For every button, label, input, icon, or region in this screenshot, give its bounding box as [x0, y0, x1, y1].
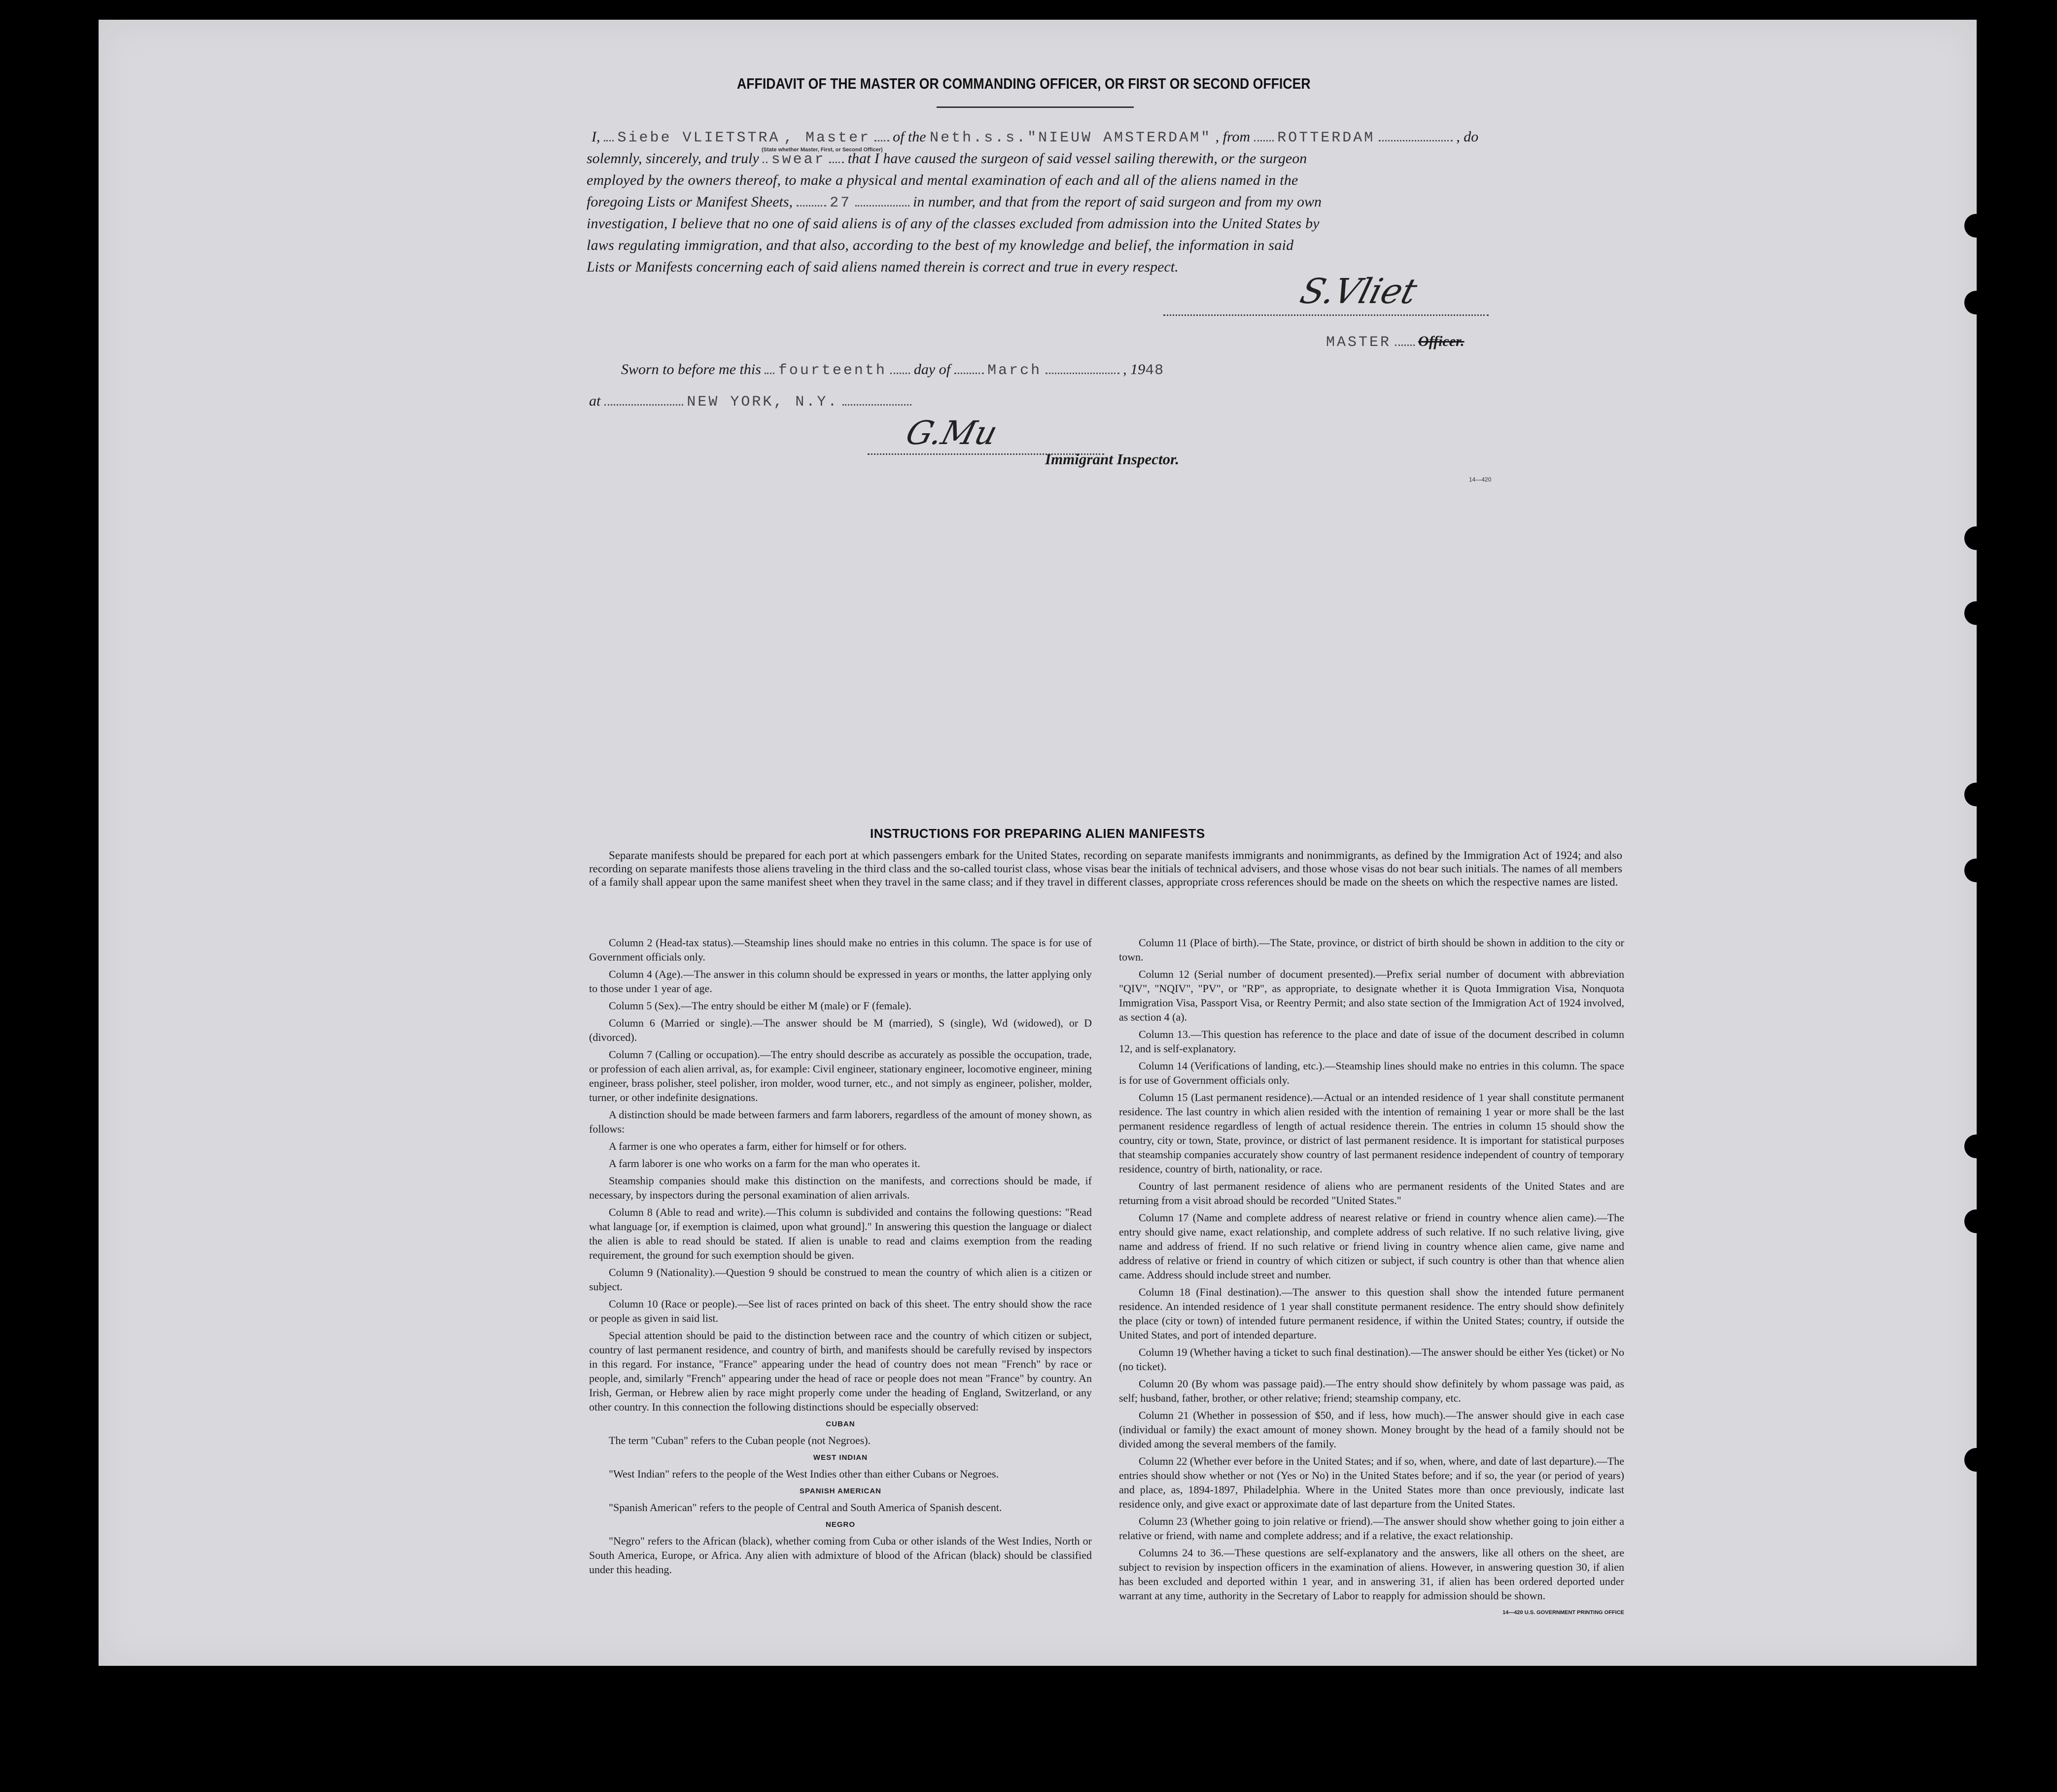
master-signature: S.Vliet	[1296, 271, 1422, 311]
signer-rank-line	[1326, 333, 1464, 351]
affidavit-line-7: Lists or Manifests concerning each of said aliens named therein is correct and true in every respect.	[587, 259, 1179, 275]
col-19-text: Column 19 (Whether having a ticket to such final destination).—The answer should be either Yes (ticket) or No (no ticket).	[1119, 1346, 1624, 1373]
master-name: Siebe VLIETSTRA	[617, 130, 780, 146]
affidavit-line-1	[592, 126, 1627, 149]
col-23-text: Column 23 (Whether going to join relative or friend).—The answer should show whether going to join either a relative or friend, with name and complete address; and if a relative, the exact relationship.	[1119, 1515, 1624, 1542]
col-15-text: Column 15 (Last permanent residence).—Actual or an intended residence of 1 year shall constitute permanent residence. The last country in which alien resided with the intention of remaining 1 year or more shall be the last permanent residence regardless of length of actual residence therein. The entries in column 15 should show the country, city or town, State, province, or district of last permanent residence. It is important for statistical purposes that steamship companies accurately show country of last permanent residence independent of country of temporary residence, country of birth, nationality, or race.	[1119, 1091, 1624, 1175]
col-14-text: Column 14 (Verifications of landing, etc.).—Steamship lines should make no entries in this column. The space is for use of Government officials only.	[1119, 1060, 1624, 1086]
sworn-place: NEW YORK, N.Y.	[687, 394, 839, 411]
race-text-spanish-american: "Spanish American" refers to the people of Central and South America of Spanish descent.	[609, 1501, 1002, 1514]
affidavit-line-5: investigation, I believe that no one of said aliens is of any of the classes excluded from admission into the United States by	[587, 215, 1320, 232]
instructions-title: INSTRUCTIONS FOR PREPARING ALIEN MANIFESTS	[870, 826, 1205, 841]
affidavit-line-4	[587, 191, 1322, 214]
special-attention-text: Special attention should be paid to the distinction between race and the country of which citizen or subject, country of last permanent residence, and country of birth, and manifests should be carefully revised by inspectors in this regard. For instance, "France" appearing under the head of country does not mean "French" by race or people, and, similarly "French" appearing under the head of race or people does not mean "France" by country. An Irish, German, or Hebrew alien by race might properly come under the heading of England, Switzerland, or any other country. In this connection the following distinctions should be especially observed:	[589, 1329, 1092, 1413]
punch-hole	[1964, 1448, 1988, 1472]
signer-rank: MASTER	[1326, 334, 1392, 351]
officer-label: Officer.	[1418, 333, 1464, 349]
text-surgeon: that I have caused the surgeon of said vessel sailing therewith, or the surgeon	[847, 150, 1307, 167]
left-column	[589, 935, 1092, 1580]
cols-24-36-text: Columns 24 to 36.—These questions are self-explanatory and the answers, like all others on the sheet, are subject to revision by inspection officers in the examination of aliens. However, in answering question 30, if alien has been excluded and deported within 1 year, and in answering 31, if alien has been ordered deported under warrant at any time, authority in the Secretary of Labor to reapply for admission should be shown.	[1119, 1547, 1624, 1602]
col-10-text: Column 10 (Race or people).—See list of races printed on back of this sheet. The entry should show the race or people as given in said list.	[589, 1298, 1092, 1324]
sworn-line	[621, 359, 1164, 381]
race-heading-spanish-american: SPANISH AMERICAN	[799, 1487, 881, 1495]
intro-paragraph: Separate manifests should be prepared for each port at which passengers embark for the United States, recording on separate manifests immigrants and nonimmigrants, as defined by the Immigration Act of 1924; and also recording on separate manifests those aliens traveling in the third class and the so-called tourist class, whose visas bear the initials of technical advisers, and those whose visas do not bear such initials. The names of all members of a family shall appear upon the same manifest sheet when they travel in the same class; and if they travel in different classes, appropriate cross references should be made on the sheets on which the respective names are listed.	[589, 849, 1622, 888]
text-year-prefix: , 19	[1123, 361, 1146, 378]
col-17-text: Column 17 (Name and complete address of nearest relative or friend in country whence alien came).—The entry should give name, exact relationship, and complete address of such relative. If no such relative living, give name and address of friend. If no such relative or friend living in country whence alien came, give name and address of relative or friend in country of which citizen or subject, if such country is other than that whence alien came. Address should include street and number.	[1119, 1211, 1624, 1281]
col-11-text: Column 11 (Place of birth).—The State, province, or district of birth should be shown in addition to the city or town.	[1119, 936, 1624, 963]
text-do: , do	[1456, 129, 1479, 145]
col-21-text: Column 21 (Whether in possession of $50, and if less, how much).—The answer should give in each case (individual or family) the exact amount of money shown. Money brought by the head of a family should not be divided among the several members of the family.	[1119, 1409, 1624, 1450]
text-sworn: Sworn to before me this	[621, 361, 761, 378]
oath-type: swear	[771, 151, 826, 168]
sworn-year: 48	[1145, 362, 1164, 379]
departure-port: ROTTERDAM	[1277, 130, 1375, 146]
text-day-of: day of	[913, 361, 951, 378]
instructions-intro	[589, 849, 1622, 892]
steamship-distinction-text: Steamship companies should make this distinction on the manifests, and corrections should be made, if necessary, by inspectors during the personal examination of alien arrivals.	[589, 1174, 1092, 1201]
col-13-text: Column 13.—This question has reference to the place and date of issue of the document described in column 12, and is self-explanatory.	[1119, 1028, 1624, 1055]
race-text-negro: "Negro" refers to the African (black), whether coming from Cuba or other islands of the West Indies, North or South America, Europe, or Africa. Any alien with admixture of blood of the African (black) should be classified under this heading.	[589, 1535, 1092, 1576]
farmer-definition: A farmer is one who operates a farm, either for himself or for others.	[609, 1140, 907, 1152]
text-of-the: of the	[893, 129, 926, 145]
race-text-cuban: The term "Cuban" refers to the Cuban people (not Negroes).	[609, 1434, 871, 1447]
signature-line	[1163, 314, 1489, 316]
affidavit-title: AFFIDAVIT OF THE MASTER OR COMMANDING OFFICER, OR FIRST OR SECOND OFFICER	[737, 75, 1311, 92]
rank-note: (State whether Master, First, or Second Officer)	[762, 147, 883, 153]
punch-hole	[1964, 291, 1988, 314]
punch-hole	[1964, 859, 1988, 882]
punch-hole	[1964, 1135, 1988, 1158]
race-heading-west-indian: WEST INDIAN	[813, 1453, 868, 1462]
place-line	[589, 390, 911, 413]
col-2-text: Column 2 (Head-tax status).—Steamship lines should make no entries in this column. The space is for use of Government officials only.	[589, 936, 1092, 963]
title-rule	[937, 106, 1134, 108]
text-i: I,	[592, 129, 600, 145]
affidavit-line-6: laws regulating immigration, and that also, according to the best of my knowledge and belief, the information in said	[587, 237, 1294, 253]
col-22-text: Column 22 (Whether ever before in the United States; and if so, when, where, and date of last departure).—The entries should show whether or not (Yes or No) in the United States before; and if so, the year (or period of years) and place, as, 1894-1897, Philadelphia. Where in the United States more than once previously, indicate last residence only, and give exact or approximate date of last departure from the United States.	[1119, 1455, 1624, 1510]
col-6-text: Column 6 (Married or single).—The answer should be M (married), S (single), Wd (widowed), or D (divorced).	[589, 1017, 1092, 1043]
inspector-signature: G.Mu	[902, 414, 1002, 452]
text-at: at	[589, 393, 601, 409]
farm-distinction-text: A distinction should be made between farmers and farm laborers, regardless of the amount of money shown, as follows:	[589, 1108, 1092, 1135]
vessel-name: Neth.s.s."NIEUW AMSTERDAM"	[930, 130, 1212, 146]
race-text-west-indian: "West Indian" refers to the people of the West Indies other than either Cubans or Negroes.	[609, 1468, 999, 1480]
race-heading-negro: NEGRO	[825, 1520, 855, 1529]
punch-hole	[1964, 601, 1988, 625]
col-9-text: Column 9 (Nationality).—Question 9 should be construed to mean the country of which alien is a citizen or subject.	[589, 1266, 1092, 1293]
right-column	[1119, 935, 1624, 1620]
col-20-text: Column 20 (By whom was passage paid).—The entry should show definitely by whom passage was paid, as self; husband, father, brother, or other relative; friend; steamship company, etc.	[1119, 1378, 1624, 1404]
residence-returning-text: Country of last permanent residence of aliens who are permanent residents of the United States and are returning from a visit abroad should be recorded "United States."	[1119, 1180, 1624, 1206]
col-18-text: Column 18 (Final destination).—The answer to this question shall show the intended future permanent residence. An intended residence of 1 year shall constitute permanent residence. The entry should show definitely the place (city or town) of intended future permanent residence, if within the United States; country, if outside the United States, and port of intended departure.	[1119, 1286, 1624, 1341]
race-heading-cuban: CUBAN	[826, 1420, 855, 1428]
inspector-label: Immigrant Inspector.	[1045, 450, 1180, 468]
form-number: 14—420	[1469, 476, 1492, 483]
col-8-text: Column 8 (Able to read and write).—This column is subdivided and contains the following questions: "Read what language [or, if exemption is claimed, upon what ground]." In answering this question the language or dialect the alien is able to read should be stated. If alien is unable to read and claims exemption from the reading requirement, the ground for such exemption should be given.	[589, 1206, 1092, 1261]
text-solemnly: solemnly, sincerely, and truly	[587, 150, 759, 167]
farm-laborer-definition: A farm laborer is one who works on a farm for the man who operates it.	[609, 1157, 920, 1170]
col-5-text: Column 5 (Sex).—The entry should be either M (male) or F (female).	[609, 999, 912, 1012]
printer-mark: 14—420 U.S. GOVERNMENT PRINTING OFFICE	[1502, 1610, 1624, 1616]
punch-hole	[1964, 783, 1988, 806]
text-from: , from	[1215, 129, 1251, 145]
punch-hole	[1964, 1209, 1988, 1233]
sworn-day: fourteenth	[778, 362, 887, 379]
punch-hole	[1964, 214, 1988, 238]
affidavit-line-2	[587, 148, 1637, 171]
col-4-text: Column 4 (Age).—The answer in this column should be expressed in years or months, the latter applying only to those under 1 year of age.	[589, 968, 1092, 995]
text-foregoing: foregoing Lists or Manifest Sheets,	[587, 194, 793, 210]
sheet-count: 27	[830, 195, 852, 211]
affidavit-line-3: employed by the owners thereof, to make a physical and mental examination of each and all of the aliens named in the	[587, 172, 1298, 188]
text-in-number: in number, and that from the report of said surgeon and from my own	[913, 194, 1322, 210]
sworn-month: March	[987, 362, 1042, 379]
col-7-text: Column 7 (Calling or occupation).—The entry should describe as accurately as possible the occupation, trade, or profession of each alien arrival, as, for example: Civil engineer, stationary engineer, locomotive engineer, mining engineer, brass polisher, steel polisher, iron molder, wood turner, etc., and not simply as engineer, polisher, molder, turner, or other indefinite designations.	[589, 1048, 1092, 1103]
col-12-text: Column 12 (Serial number of document presented).—Prefix serial number of document with abbreviation "QIV", "NQIV", "PV", or "RP", as appropriate, to designate whether it is Quota Immigration Visa, Nonquota Immigration Visa, Passport Visa, or Reentry Permit; and also state section of the Immigration Act of 1924 involved, as section 4 (a).	[1119, 968, 1624, 1023]
rank-value: , Master	[784, 130, 871, 146]
scanned-page	[99, 20, 1977, 1666]
punch-hole	[1964, 526, 1988, 550]
